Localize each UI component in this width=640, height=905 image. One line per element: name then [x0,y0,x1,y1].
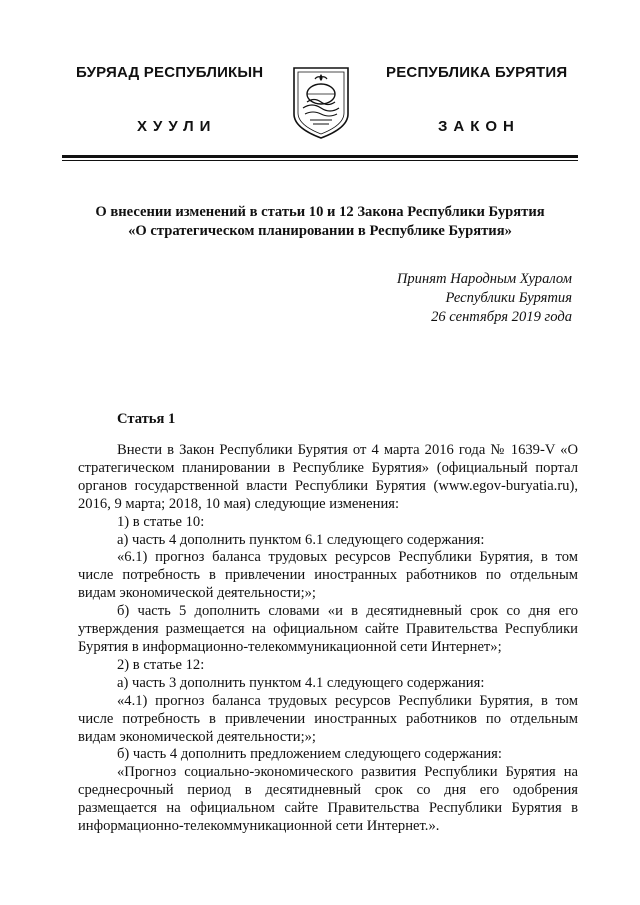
adoption-date: 26 сентября 2019 года [431,309,572,325]
header-divider-thick [62,155,578,158]
header-right-title: РЕСПУБЛИКА БУРЯТИЯ [386,64,568,81]
law-title [60,203,580,241]
article-paragraph: 2) в статье 12: [117,656,205,673]
adoption-line-2: Республики Бурятия [445,290,572,306]
article-paragraph: а) часть 3 дополнить пунктом 4.1 следующего содержания: [117,674,485,691]
header-left-subtitle: ХУУЛИ [137,118,217,135]
article-paragraph: б) часть 5 дополнить словами «и в десятидневный срок со дня его утверждения размещается на официальном сайте Правительства Республики Бурятия в информационно-телекоммуникационной сети Интернет»; [78,603,578,655]
law-title-line-2: «О стратегическом планировании в Республике Бурятия» [128,223,512,239]
article-paragraph: б) часть 4 дополнить предложением следующего содержания: [117,746,502,763]
header-left-title: БУРЯАД РЕСПУБЛИКЫН [76,64,264,81]
article-paragraph: «Прогноз социально-экономического развития Республики Бурятия на среднесрочный период в десятидневный срок со дня его одобрения размещается на официальном сайте Правительства Республики Бурятия в информационно-телекоммуникационной сети Интернет.». [78,764,578,835]
adoption-line-1: Принят Народным Хуралом [396,271,572,287]
header-right-subtitle: ЗАКОН [438,118,520,135]
article-paragraph: «4.1) прогноз баланса трудовых ресурсов Республики Бурятия, в том числе потребность в привлечении иностранных работников по отдельным видам экономической деятельности;»; [78,692,578,745]
article-paragraph: «6.1) прогноз баланса трудовых ресурсов Республики Бурятия, в том числе потребность в привлечении иностранных работников по отдельным видам экономической деятельности;»; [78,549,578,602]
article-paragraph: Внести в Закон Республики Бурятия от 4 марта 2016 года № 1639-V «О стратегическом планировании в Республике Бурятия» (официальный портал органов государственной власти Республики Бурятия (www.egov-buryatia.ru), 2016, 9 марта; 2018, 10 мая) следующие изменения: [78,442,578,512]
coat-of-arms-emblem [290,62,352,140]
law-title-line-1: О внесении изменений в статьи 10 и 12 Закона Республики Бурятия [95,204,545,220]
article-body [78,442,578,836]
adoption-note [397,270,572,327]
header-divider-thin [62,160,578,161]
article-heading: Статья 1 [117,411,176,427]
article-paragraph: 1) в статье 10: [117,513,205,530]
article-paragraph: а) часть 4 дополнить пунктом 6.1 следующего содержания: [117,531,485,548]
